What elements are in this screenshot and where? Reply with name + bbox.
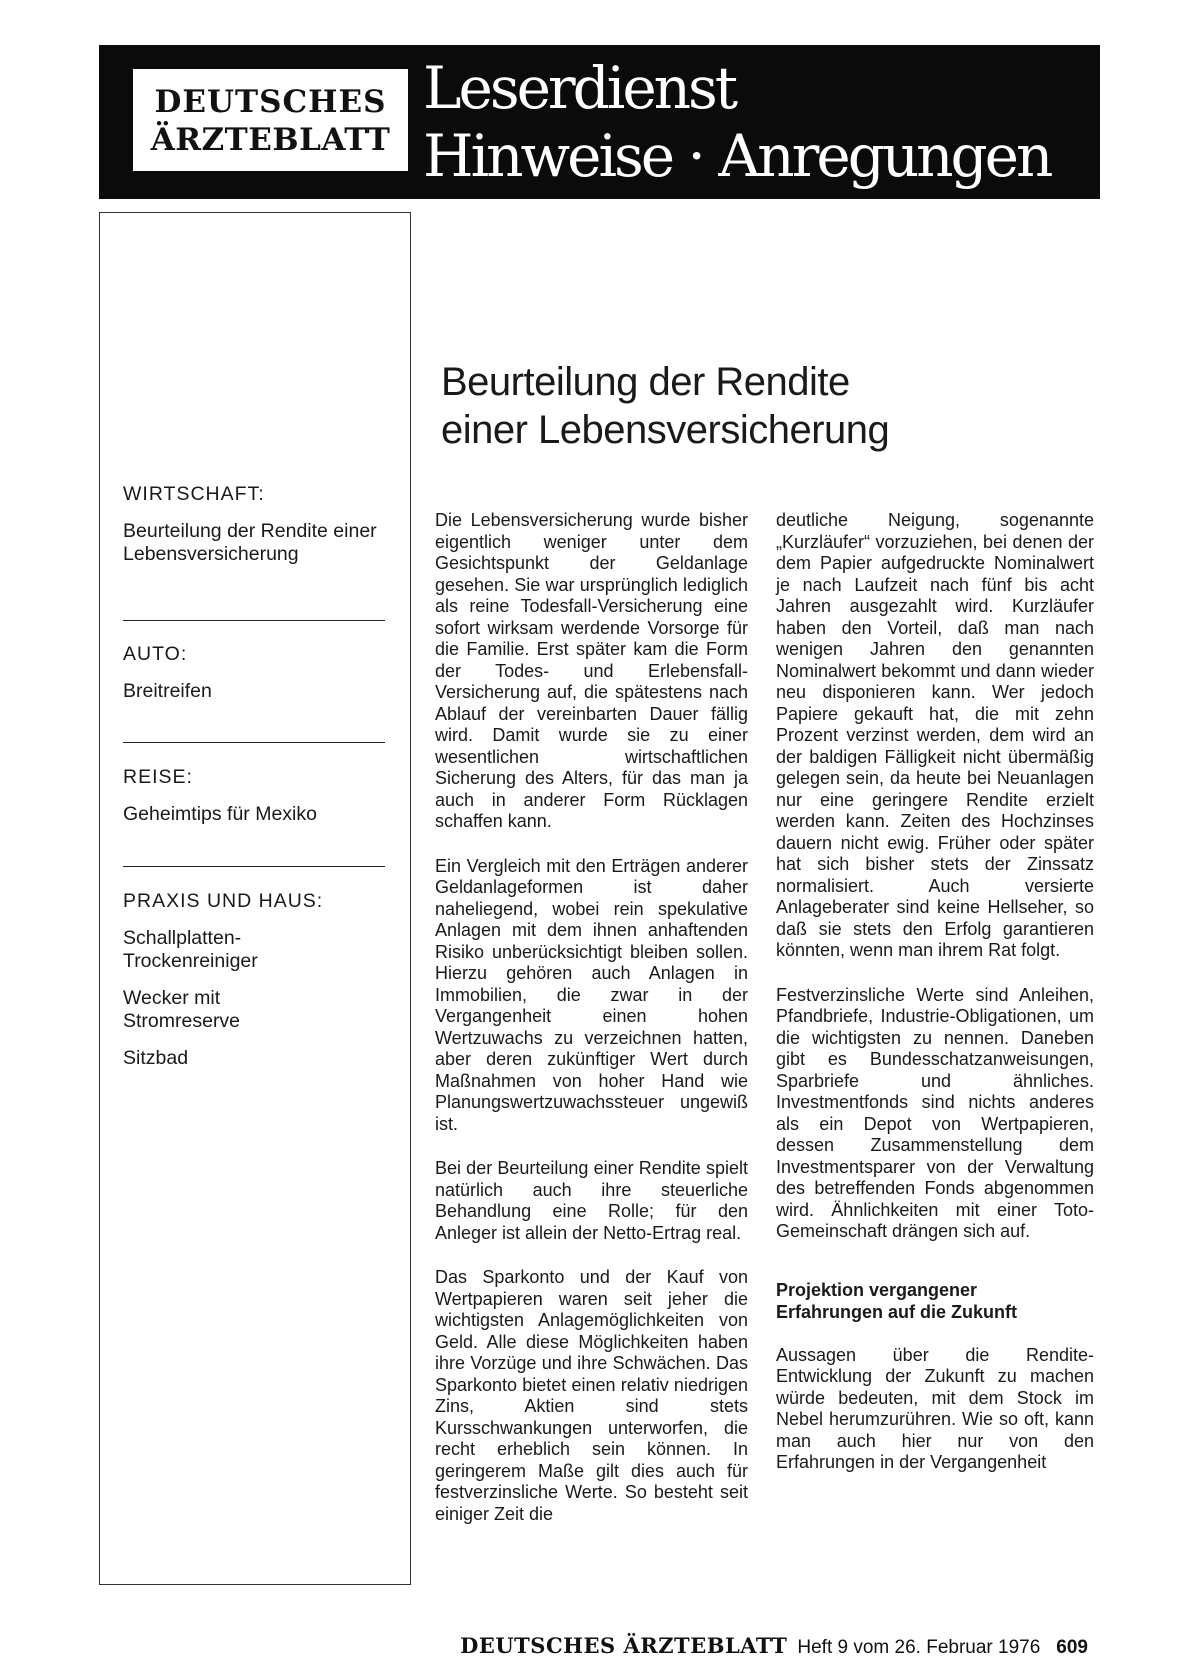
toc-divider — [123, 866, 385, 867]
page-footer — [0, 1633, 1088, 1659]
subheading-line-1: Projektion vergangener — [776, 1279, 978, 1300]
section-title-line-2: Hinweise · Anregungen — [423, 122, 1051, 190]
toc-item: Geheimtips für Mexiko — [123, 803, 317, 825]
toc-divider — [123, 742, 385, 743]
paragraph: Die Lebensversicherung wurde bisher eigentlich weniger unter dem Gesichtspunkt der Geldanlage gesehen. Sie war ursprünglich lediglich als reine Todesfall-Versicherung eine sofort wirksam werdende Vorsorge für die Familie. Erst später kam die Form der Todes- und Erlebensfall-Versicherung auf, die spätestens nach Ablauf der vereinbarten Dauer fällig wird. Damit wurde sie zu einer wesentlichen wirtschaftlichen Sicherung des Alters, für das man ja auch in anderer Form Rücklagen schaffen kann. — [435, 510, 748, 831]
header-banner — [99, 45, 1100, 199]
toc-heading: WIRTSCHAFT: — [123, 483, 265, 505]
footer-magazine-name: DEUTSCHES ÄRZTEBLATT — [460, 1633, 788, 1658]
paragraph: Das Sparkonto und der Kauf von Wertpapieren waren seit jeher die wichtigsten Anlagemöglichkeiten von Geld. Alle diese Möglichkeiten haben ihre Vorzüge und ihre Schwächen. Das Sparkonto bietet einen relativ niedrigen Zins, Aktien sind stets Kursschwankungen unterworfen, die recht erheblich sein können. In geringerem Maße gilt dies auch für festverzinsliche Werte. So besteht seit einiger Zeit die — [435, 1267, 748, 1524]
toc-item: Beurteilung der Rendite einer Lebensversicherung — [123, 520, 377, 565]
article-column-1 — [435, 510, 748, 1548]
toc-section-wirtschaft — [123, 483, 393, 566]
toc-item: Schallplatten-Trockenreiniger — [123, 927, 258, 972]
article-subheading — [776, 1279, 1094, 1323]
article-title-line-2: einer Lebensversicherung — [441, 408, 890, 452]
page-number: 609 — [1056, 1637, 1088, 1658]
logo-line-2: ÄRZTEBLATT — [150, 122, 391, 158]
magazine-logo — [133, 69, 408, 171]
table-of-contents — [99, 212, 411, 1585]
section-title-line-1: Leserdienst — [423, 54, 736, 122]
toc-divider — [123, 620, 385, 621]
toc-item: Sitzbad — [123, 1047, 189, 1069]
toc-section-reise — [123, 766, 393, 826]
article-title-line-1: Beurteilung der Rendite — [441, 360, 850, 404]
footer-issue: Heft 9 vom 26. Februar 1976 — [797, 1637, 1041, 1658]
toc-section-auto — [123, 643, 393, 703]
logo-line-1: DEUTSCHES — [154, 84, 387, 120]
toc-item: Wecker mit Stromreserve — [123, 987, 241, 1032]
article-column-2 — [776, 510, 1094, 1497]
toc-heading: REISE: — [123, 766, 193, 788]
paragraph: deutliche Neigung, sogenannte „Kurzläufer“ vorzuziehen, bei denen der dem Papier aufgedruckte Nominalwert je nach Laufzeit nach fünf bis acht Jahren ausgezahlt wird. Kurzläufer haben den Vorteil, daß man nach wenigen Jahren den genannten Nominalwert bekommt und dann wieder neu disponieren kann. Wer jedoch Papiere gekauft hat, die mit zehn Prozent verzinst werden, dem wird an der baldigen Fälligkeit nicht übermäßig gelegen sein, da heute bei Neuanlagen nur eine geringere Rendite erzielt werden kann. Zeiten des Hochzinses dauern nicht ewig. Früher oder später hat sich bisher stets der Zinssatz normalisiert. Auch versierte Anlageberater sind keine Hellseher, so daß sie stets den Erfolg garantieren könnten, wenn man ihrem Rat folgt. — [776, 510, 1094, 960]
paragraph: Ein Vergleich mit den Erträgen anderer Geldanlageformen ist daher naheliegend, wobei rein spekulative Anlagen mit dem ihnen anhaftenden Risiko unberücksichtigt bleiben sollen. Hierzu gehören auch Anlagen in Immobilien, die zwar in der Vergangenheit einen hohen Wertzuwachs zu verzeichnen hatten, aber deren zukünftiger Wert durch Maßnahmen von hoher Hand wie Planungswertzuwachssteuer ungewiß ist. — [435, 855, 748, 1134]
toc-item: Breitreifen — [123, 680, 212, 702]
toc-section-praxis-und-haus — [123, 890, 393, 1070]
toc-heading: AUTO: — [123, 643, 188, 665]
paragraph: Festverzinsliche Werte sind Anleihen, Pfandbriefe, Industrie-Obligationen, um die wichtigsten zu nennen. Daneben gibt es Bundesschatzanweisungen, Sparbriefe und ähnliches. Investmentfonds sind nichts anderes als ein Depot von Wertpapieren, dessen Zusammenstellung dem Investmentsparer von der Verwaltung des betreffenden Fonds abgenommen wird. Ähnlichkeiten mit einer Toto-Gemeinschaft drängen sich auf. — [776, 984, 1094, 1241]
toc-heading: PRAXIS UND HAUS: — [123, 890, 324, 912]
paragraph: Aussagen über die Rendite-Entwicklung der Zukunft zu machen würde bedeuten, mit dem Stock im Nebel herumzurühren. Wie so oft, kann man auch hier nur von den Erfahrungen in der Vergangenheit — [776, 1344, 1094, 1472]
paragraph: Bei der Beurteilung einer Rendite spielt natürlich auch ihre steuerliche Behandlung eine Rolle; für den Anleger ist allein der Netto-Ertrag real. — [435, 1158, 748, 1243]
subheading-line-2: Erfahrungen auf die Zukunft — [776, 1301, 1017, 1322]
article-title — [441, 358, 1081, 454]
